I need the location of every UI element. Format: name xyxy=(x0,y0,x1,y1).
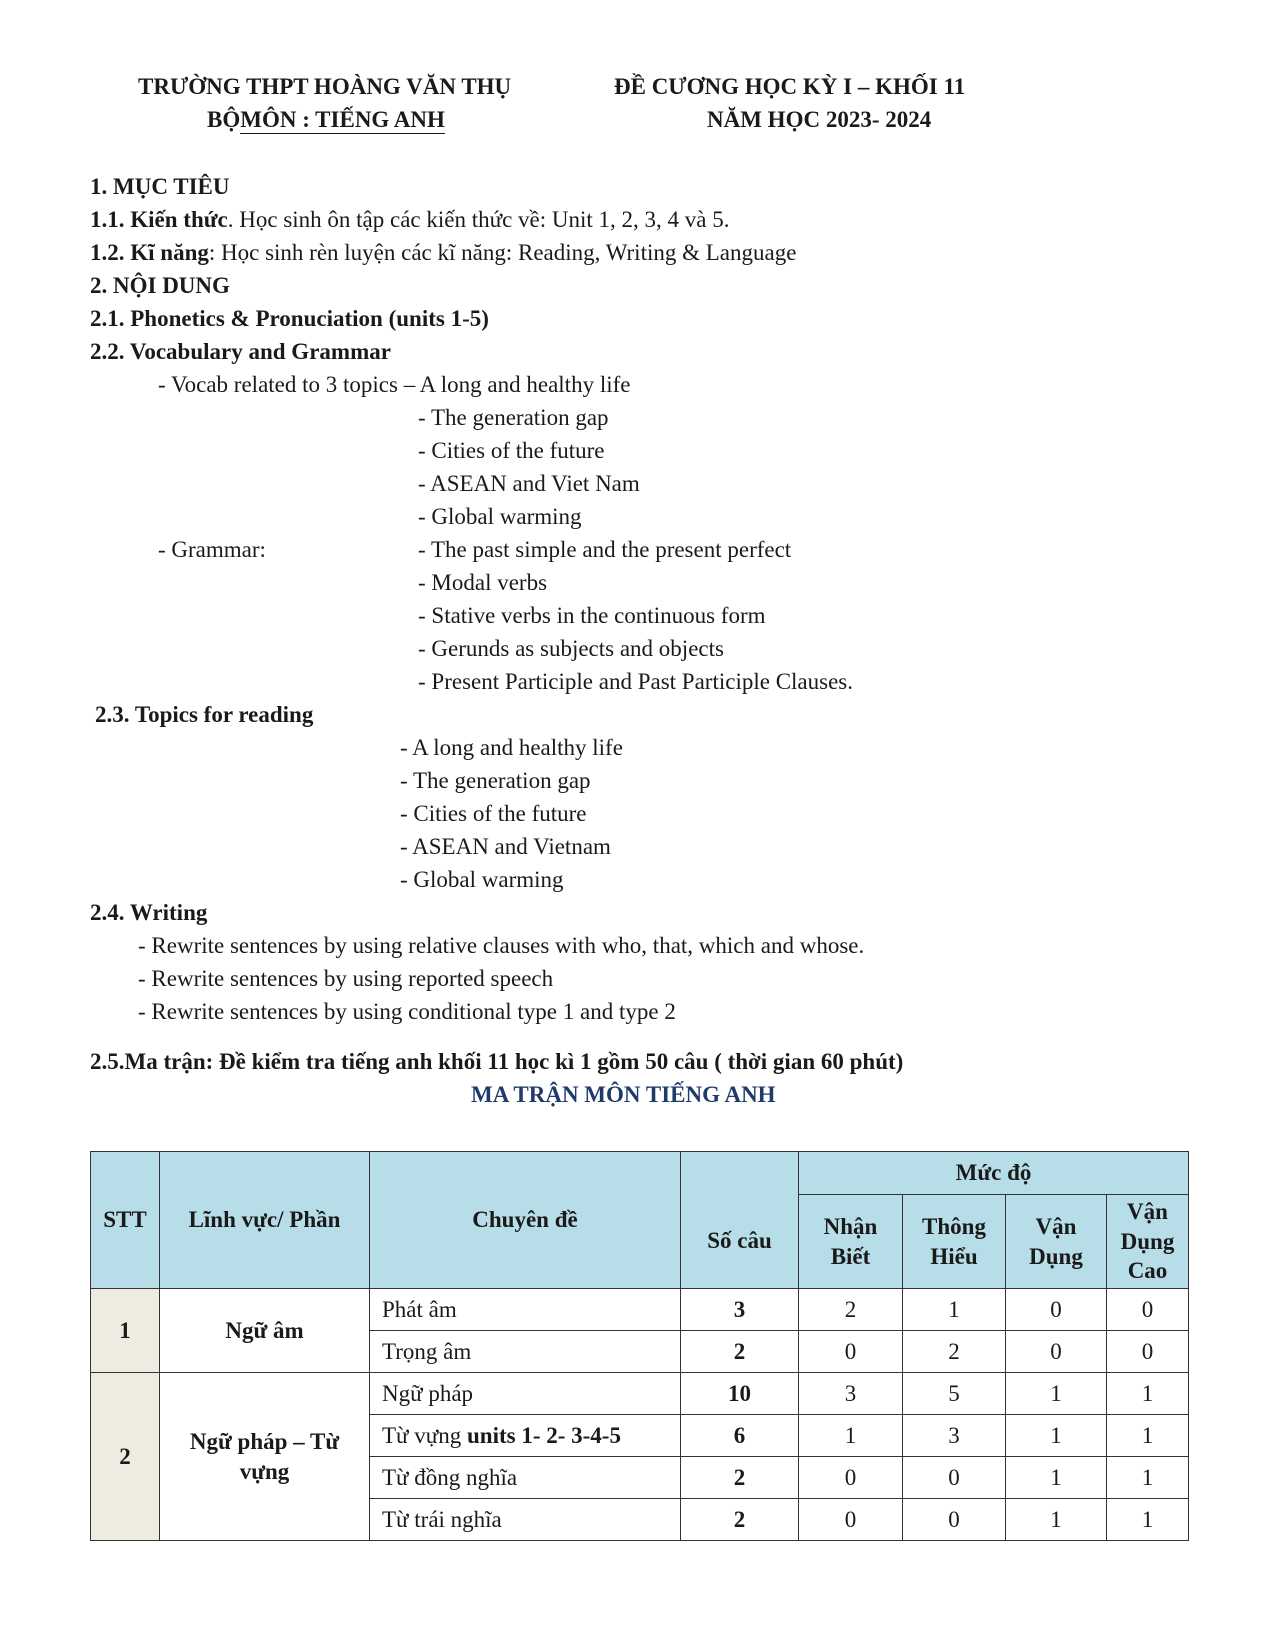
grammar-lead: - Grammar: xyxy=(158,537,266,562)
school-name: TRƯỜNG THPT HOÀNG VĂN THỤ xyxy=(138,74,512,99)
topic-units: units 1- 2- 3-4-5 xyxy=(466,1422,621,1448)
level-application-header xyxy=(1006,1195,1107,1289)
area-line: vựng xyxy=(239,1458,290,1484)
topic-cell: Ngữ pháp xyxy=(370,1373,681,1415)
count-cell: 2 xyxy=(681,1331,799,1373)
list-item: - Modal verbs xyxy=(418,570,548,595)
header-line: Nhận xyxy=(823,1213,878,1239)
level-comprehension-header xyxy=(903,1195,1006,1289)
value-cell: 0 xyxy=(903,1457,1006,1499)
list-item: - Global warming xyxy=(400,867,564,892)
value-cell: 0 xyxy=(799,1457,903,1499)
value-cell: 1 xyxy=(1107,1415,1189,1457)
list-item: - ASEAN and Viet Nam xyxy=(418,471,640,496)
topic-text: Từ vựng xyxy=(382,1422,467,1448)
department-prefix: BỘ xyxy=(207,107,241,132)
list-item: - A long and healthy life xyxy=(400,735,623,760)
section-content-heading: 2. NỘI DUNG xyxy=(90,273,230,298)
value-cell: 1 xyxy=(1107,1499,1189,1541)
area-header: Lĩnh vực/ Phần xyxy=(160,1152,370,1289)
value-cell: 0 xyxy=(1107,1331,1189,1373)
list-item: - Rewrite sentences by using reported speech xyxy=(138,966,554,991)
header-line: Vận xyxy=(1035,1213,1077,1239)
exam-matrix-table xyxy=(90,1151,1189,1541)
topic-cell: Trọng âm xyxy=(370,1331,681,1373)
count-cell: 10 xyxy=(681,1373,799,1415)
header-line: Biết xyxy=(830,1243,871,1269)
list-item: - Present Participle and Past Participle Clauses. xyxy=(418,669,853,694)
value-cell: 1 xyxy=(1006,1499,1107,1541)
knowledge-line xyxy=(90,207,730,233)
header-line: Cao xyxy=(1127,1258,1168,1284)
knowledge-label: 1.1. Kiến thức xyxy=(90,207,228,232)
value-cell: 1 xyxy=(1006,1415,1107,1457)
topic-header: Chuyên đề xyxy=(370,1152,681,1289)
value-cell: 5 xyxy=(903,1373,1006,1415)
level-header: Mức độ xyxy=(799,1152,1189,1195)
value-cell: 1 xyxy=(1107,1373,1189,1415)
writing-heading: 2.4. Writing xyxy=(90,900,208,925)
knowledge-text: . Học sinh ôn tập các kiến thức về: Unit 1, 2, 3, 4 và 5. xyxy=(227,207,730,232)
table-row xyxy=(91,1373,1189,1415)
value-cell: 2 xyxy=(799,1289,903,1331)
value-cell: 0 xyxy=(1006,1331,1107,1373)
department-name: MÔN : TIẾNG ANH xyxy=(240,107,445,132)
value-cell: 3 xyxy=(903,1415,1006,1457)
count-cell: 2 xyxy=(681,1457,799,1499)
area-cell xyxy=(160,1373,370,1541)
header-line: Thông xyxy=(922,1213,986,1239)
list-item: - Rewrite sentences by using conditional type 1 and type 2 xyxy=(138,999,676,1024)
value-cell: 0 xyxy=(1107,1289,1189,1331)
value-cell: 0 xyxy=(1006,1289,1107,1331)
value-cell: 1 xyxy=(1107,1457,1189,1499)
value-cell: 2 xyxy=(903,1331,1006,1373)
list-item: - Global warming xyxy=(418,504,582,529)
list-item: - ASEAN and Vietnam xyxy=(400,834,611,859)
stt-cell: 2 xyxy=(91,1373,160,1541)
list-item: - The generation gap xyxy=(418,405,609,430)
table-row xyxy=(91,1289,1189,1331)
stt-header: STT xyxy=(91,1152,160,1289)
topic-cell: Từ đồng nghĩa xyxy=(370,1457,681,1499)
list-item: - Rewrite sentences by using relative clauses with who, that, which and whose. xyxy=(138,933,865,958)
reading-heading: 2.3. Topics for reading xyxy=(95,702,314,727)
area-cell: Ngữ âm xyxy=(160,1289,370,1373)
count-cell: 2 xyxy=(681,1499,799,1541)
phonetics-heading: 2.1. Phonetics & Pronuciation (units 1-5) xyxy=(90,306,489,331)
list-item: - Cities of the future xyxy=(400,801,587,826)
section-objectives-heading: 1. MỤC TIÊU xyxy=(90,174,230,199)
header-line: Dụng xyxy=(1029,1243,1083,1269)
value-cell: 1 xyxy=(1006,1457,1107,1499)
value-cell: 3 xyxy=(799,1373,903,1415)
header-line: Dụng xyxy=(1120,1228,1175,1254)
value-cell: 1 xyxy=(903,1289,1006,1331)
value-cell: 0 xyxy=(799,1331,903,1373)
topic-cell: Phát âm xyxy=(370,1289,681,1331)
table-header-row xyxy=(91,1152,1189,1195)
value-cell: 0 xyxy=(903,1499,1006,1541)
count-header: Số câu xyxy=(681,1195,799,1289)
matrix-description: 2.5.Ma trận: Đề kiểm tra tiếng anh khối 11 học kì 1 gồm 50 câu ( thời gian 60 phút) xyxy=(90,1049,904,1074)
list-item: - Gerunds as subjects and objects xyxy=(418,636,724,661)
document-title: ĐỀ CƯƠNG HỌC KỲ I – KHỐI 11 xyxy=(614,74,966,99)
count-cell: 3 xyxy=(681,1289,799,1331)
vocab-grammar-heading: 2.2. Vocabulary and Grammar xyxy=(90,339,391,364)
vocab-lead: - Vocab related to 3 topics – A long and healthy life xyxy=(158,372,631,397)
list-item: - Cities of the future xyxy=(418,438,605,463)
value-cell: 1 xyxy=(799,1415,903,1457)
skills-label: 1.2. Kĩ năng xyxy=(90,240,209,265)
skills-text: : Học sinh rèn luyện các kĩ năng: Reading, Writing & Language xyxy=(208,240,797,265)
stt-cell: 1 xyxy=(91,1289,160,1373)
list-item: - The generation gap xyxy=(400,768,591,793)
list-item: - The past simple and the present perfect xyxy=(418,537,792,562)
list-item: - Stative verbs in the continuous form xyxy=(418,603,766,628)
count-header-top xyxy=(681,1152,799,1195)
count-cell: 6 xyxy=(681,1415,799,1457)
department xyxy=(207,107,445,133)
skills-line xyxy=(90,240,796,266)
level-high-application-header xyxy=(1107,1195,1189,1289)
header-line: Vận xyxy=(1127,1198,1168,1224)
header-line: Hiểu xyxy=(930,1243,978,1269)
matrix-title: MA TRẬN MÔN TIẾNG ANH xyxy=(471,1082,776,1107)
value-cell: 1 xyxy=(1006,1373,1107,1415)
topic-cell xyxy=(370,1415,681,1457)
school-year: NĂM HỌC 2023- 2024 xyxy=(707,107,932,132)
level-recognition-header xyxy=(799,1195,903,1289)
value-cell: 0 xyxy=(799,1499,903,1541)
area-line: Ngữ pháp – Từ xyxy=(189,1428,340,1454)
topic-cell: Từ trái nghĩa xyxy=(370,1499,681,1541)
